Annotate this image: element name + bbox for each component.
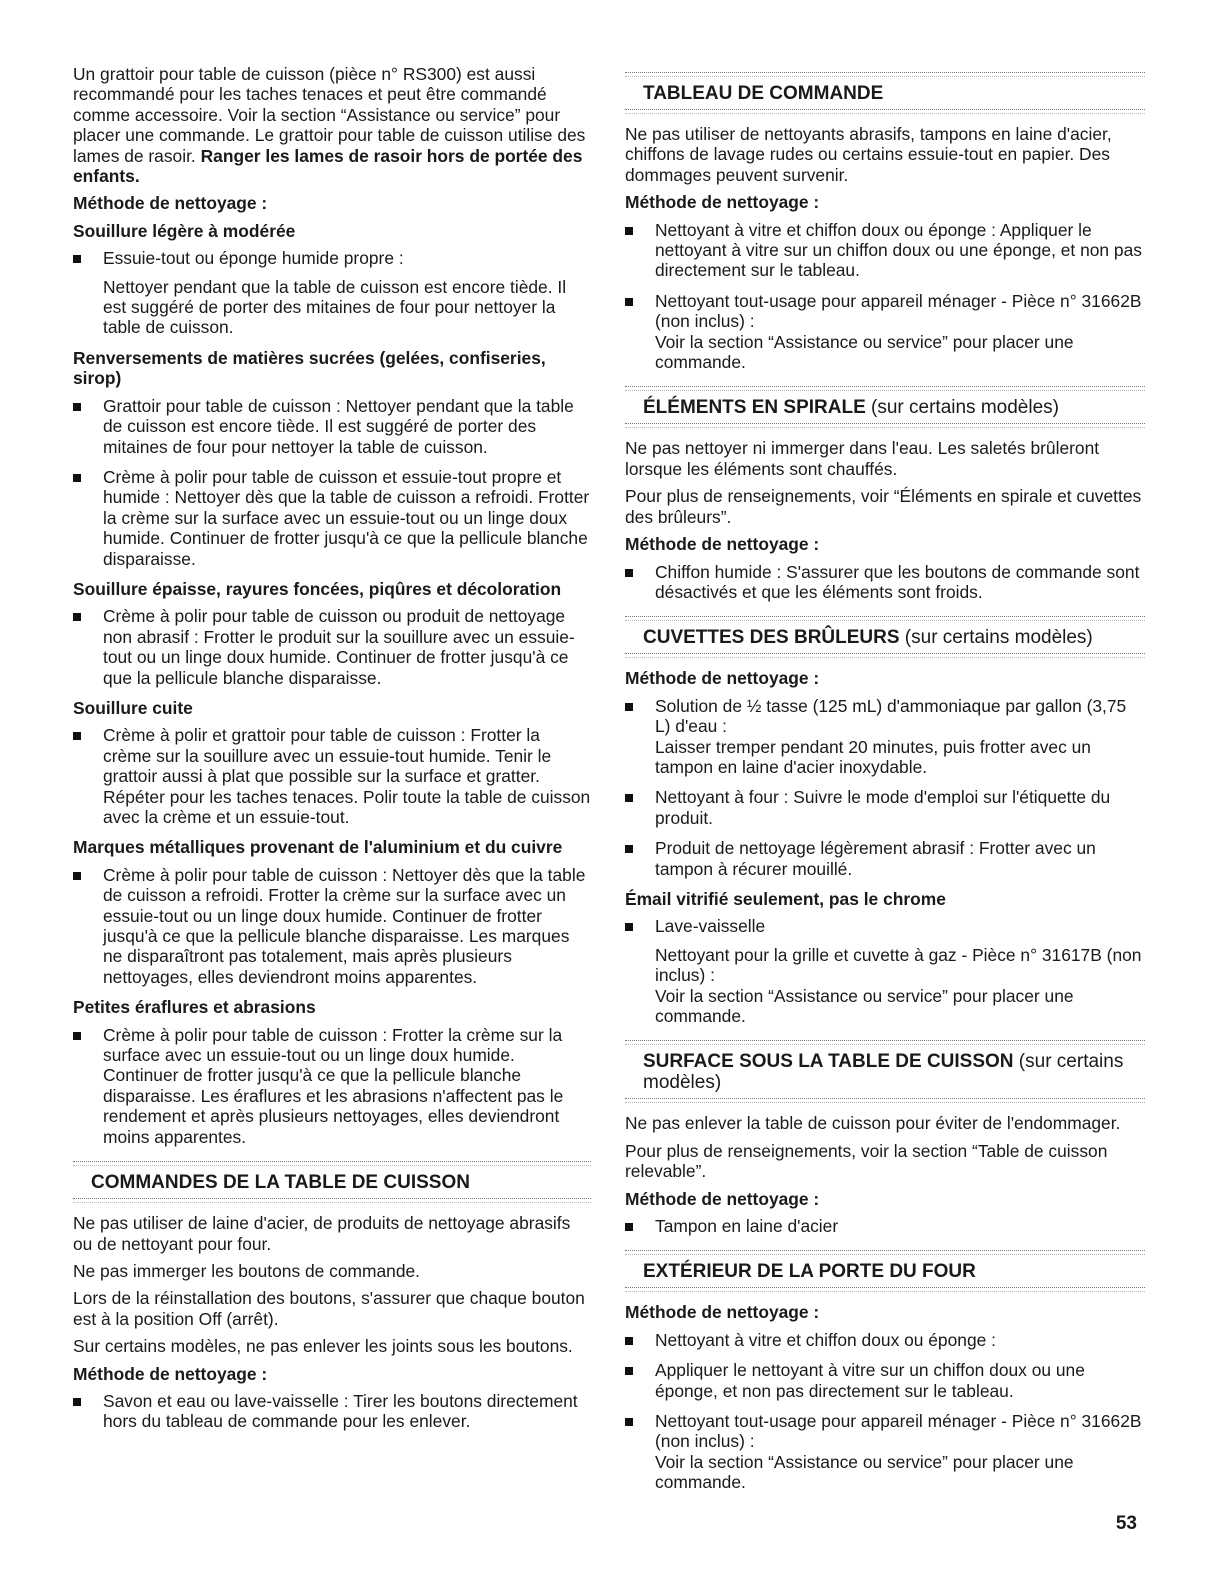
bullet-item <box>73 1025 591 1147</box>
bullet-item <box>625 696 1145 778</box>
bullet-item <box>625 1411 1145 1493</box>
bullet-item <box>625 916 1145 936</box>
bullet-item <box>73 1391 591 1432</box>
bullet-text: Nettoyant à vitre et chiffon doux ou éponge : <box>655 1329 996 1350</box>
bullet-icon <box>625 1330 655 1350</box>
bullet-icon <box>625 696 655 778</box>
bullet-text: Appliquer le nettoyant à vitre sur un chiffon doux ou une éponge, et non pas directement sur le tableau. <box>655 1360 1085 1401</box>
bullet-item <box>625 562 1145 603</box>
dotted-rule <box>73 1198 591 1203</box>
bullet-item <box>625 291 1145 373</box>
bullet-text <box>655 696 1145 778</box>
bullet-text: Chiffon humide : S'assurer que les boutons de commande sont désactivés et que les éléments sont froids. <box>655 561 1140 602</box>
intro-paragraph <box>73 64 591 186</box>
paragraph: Ne pas enlever la table de cuisson pour éviter de l'endommager. <box>625 1113 1121 1134</box>
method-heading: Méthode de nettoyage : <box>73 1363 268 1384</box>
paragraph: Sur certains modèles, ne pas enlever les joints sous les boutons. <box>73 1336 573 1357</box>
method-heading: Méthode de nettoyage : <box>625 668 820 689</box>
dotted-rule <box>625 423 1145 428</box>
bullet-text: Crème à polir pour table de cuisson ou produit de nettoyage non abrasif : Frotter le produit sur la souillure avec un essuie-tout ou un linge doux humide. Continuer de frotter jusqu'à ce que la pellicule blanche disparaisse. <box>103 606 575 688</box>
subheading-heavy-soil: Souillure épaisse, rayures foncées, piqûres et décoloration <box>73 578 562 599</box>
bullet-item <box>625 1216 1145 1236</box>
bullet-text: Produit de nettoyage légèrement abrasif : Frotter avec un tampon à récurer mouillé. <box>655 838 1096 879</box>
paragraph: Lors de la réinstallation des boutons, s'assurer que chaque bouton est à la position Off (arrêt). <box>73 1288 585 1329</box>
bullet-text: Crème à polir pour table de cuisson et essuie-tout propre et humide : Nettoyer dès que la table de cuisson a refroidi. Frotter la crème sur la surface avec un essuie-tout ou un linge doux humide. Continuer de frotter jusqu'à ce que la pellicule blanche disparaisse. <box>103 466 590 569</box>
subheading-baked-soil: Souillure cuite <box>73 697 193 718</box>
bullet-line: Voir la section “Assistance ou service” pour placer une commande. <box>655 331 1074 373</box>
paragraph: Pour plus de renseignements, voir “Éléments en spirale et cuvettes des brûleurs”. <box>625 486 1142 527</box>
indented-paragraph: Nettoyer pendant que la table de cuisson est encore tiède. Il est suggéré de porter des mitaines de four pour nettoyer la table de cuisson. <box>103 276 567 338</box>
subheading-metal-marks: Marques métalliques provenant de l'aluminium et du cuivre <box>73 837 563 858</box>
bullet-item <box>625 787 1145 828</box>
dotted-rule <box>625 1098 1145 1103</box>
bullet-item <box>73 467 591 569</box>
bullet-icon <box>73 248 103 268</box>
bullet-item <box>625 220 1145 281</box>
section-title <box>625 621 1145 653</box>
paragraph: Ne pas nettoyer ni immerger dans l'eau. Les saletés brûleront lorsque les éléments sont chauffés. <box>625 438 1100 479</box>
bullet-icon <box>73 865 103 987</box>
bullet-text: Nettoyant à vitre et chiffon doux ou éponge : Appliquer le nettoyant à vitre sur un chiffon doux ou une éponge, et non pas directement sur le tableau. <box>655 219 1142 281</box>
section-header-cooktop-controls <box>73 1161 591 1203</box>
section-header-control-panel <box>625 72 1145 114</box>
subheading-enamel-only: Émail vitrifié seulement, pas le chrome <box>625 888 946 909</box>
bullet-item <box>73 248 591 268</box>
bullet-text <box>655 291 1145 373</box>
section-header-coil-elements <box>625 386 1145 428</box>
bullet-icon <box>625 291 655 373</box>
dotted-rule <box>625 1287 1145 1292</box>
bullet-line: Voir la section “Assistance ou service” pour placer une commande. <box>655 1451 1074 1493</box>
bullet-item <box>73 725 591 827</box>
bullet-item <box>625 1360 1145 1401</box>
section-title <box>625 391 1145 423</box>
bullet-item <box>73 606 591 688</box>
subheading-scratches: Petites éraflures et abrasions <box>73 997 316 1018</box>
subheading-light-soil: Souillure légère à modérée <box>73 220 296 241</box>
bullet-text: Tampon en laine d'acier <box>655 1216 839 1237</box>
bullet-icon <box>625 787 655 828</box>
section-title-text: CUVETTES DES BRÛLEURS <box>643 627 900 649</box>
bullet-text: Savon et eau ou lave-vaisselle : Tirer les boutons directement hors du tableau de commande pour les enlever. <box>103 1390 578 1432</box>
section-title: COMMANDES DE LA TABLE DE CUISSON <box>91 1172 470 1194</box>
bullet-text: Grattoir pour table de cuisson : Nettoyer pendant que la table de cuisson est encore tiède. Il est suggéré de porter des mitaines de four pour nettoyer la table de cuisson. <box>103 395 574 457</box>
bullet-text: Crème à polir pour table de cuisson : Frotter la crème sur la surface avec un essuie-tout ou un linge doux humide. Continuer de frotter jusqu'à ce que la pellicule blanche disparaisse. Les éraflures et les abrasions n'affectent pas le rendement et après plusieurs nettoyages, elles deviendront moins apparentes. <box>103 1024 564 1147</box>
bullet-icon <box>73 606 103 688</box>
subheading-sugar-spills: Renversements de matières sucrées (gelées, confiseries, sirop) <box>73 347 546 389</box>
section-title-text: SURFACE SOUS LA TABLE DE CUISSON <box>643 1051 1014 1073</box>
method-heading: Méthode de nettoyage : <box>625 1302 820 1323</box>
bullet-item <box>625 1330 1145 1350</box>
bullet-line: Nettoyant tout-usage pour appareil ménager - Pièce n° 31662B (non inclus) : <box>655 1411 1142 1452</box>
method-heading: Méthode de nettoyage : <box>625 192 820 213</box>
dotted-rule <box>625 653 1145 658</box>
section-title-text: ÉLÉMENTS EN SPIRALE <box>643 397 866 419</box>
left-column <box>73 64 591 1442</box>
section-title: TABLEAU DE COMMANDE <box>643 83 884 104</box>
bullet-line: Nettoyant tout-usage pour appareil ménager - Pièce n° 31662B (non inclus) : <box>655 290 1142 332</box>
bullet-item <box>625 838 1145 879</box>
bullet-icon <box>625 1216 655 1236</box>
section-title-note: (sur certains modèles) <box>643 1051 1124 1094</box>
paragraph: Ne pas utiliser de laine d'acier, de produits de nettoyage abrasifs ou de nettoyant pour four. <box>73 1213 571 1254</box>
paragraph: Ne pas immerger les boutons de commande. <box>73 1260 421 1281</box>
bullet-icon <box>625 1411 655 1493</box>
right-column <box>625 64 1145 1503</box>
indented-line: Voir la section “Assistance ou service” pour placer une commande. <box>655 985 1074 1026</box>
intro-text: Un grattoir pour table de cuisson (pièce n° RS300) est aussi recommandé pour les taches tenaces et peut être commandé comme accessoire. Voir la section “Assistance ou service” pour placer une commande. Le grattoir pour table de cuisson utilise des lames de rasoir. <box>73 64 586 166</box>
bullet-line: Laisser tremper pendant 20 minutes, puis frotter avec un tampon en laine d'acier inoxydable. <box>655 736 1091 777</box>
bullet-icon <box>625 1360 655 1401</box>
intro-warning: Ranger les lames de rasoir hors de portée des enfants. <box>73 145 583 187</box>
indented-paragraph <box>655 945 1145 1027</box>
method-heading: Méthode de nettoyage : <box>625 534 820 555</box>
bullet-icon <box>625 562 655 603</box>
bullet-icon <box>625 220 655 281</box>
bullet-icon <box>625 916 655 936</box>
bullet-text: Nettoyant à four : Suivre le mode d'emploi sur l'étiquette du produit. <box>655 787 1111 828</box>
bullet-text <box>655 1411 1145 1493</box>
method-heading: Méthode de nettoyage : <box>625 1188 820 1209</box>
method-heading: Méthode de nettoyage : <box>73 193 268 214</box>
section-header-burner-bowls <box>625 616 1145 658</box>
bullet-line: Solution de ½ tasse (125 mL) d'ammoniaque par gallon (3,75 L) d'eau : <box>655 695 1127 737</box>
bullet-text: Essuie-tout ou éponge humide propre : <box>103 248 404 269</box>
bullet-icon <box>73 396 103 457</box>
indented-line: Nettoyant pour la grille et cuvette à gaz - Pièce n° 31617B (non inclus) : <box>655 944 1142 986</box>
section-title <box>625 1045 1145 1098</box>
dotted-rule <box>625 109 1145 114</box>
bullet-text: Crème à polir pour table de cuisson : Nettoyer dès que la table de cuisson a refroidi. Frotter la crème sur la surface avec un essuie-tout ou un linge doux humide. Continuer de frotter jusqu'à ce que la pellicule blanche disparaisse. Les marques ne disparaîtront pas totalement, mais après plusieurs nettoyages, elles deviendront moins apparentes. <box>103 864 586 987</box>
paragraph: Ne pas utiliser de nettoyants abrasifs, tampons en laine d'acier, chiffons de lavage rudes ou certains essuie-tout en papier. Des dommages peuvent survenir. <box>625 124 1112 185</box>
section-title: EXTÉRIEUR DE LA PORTE DU FOUR <box>643 1261 976 1283</box>
page-number: 53 <box>1115 1513 1137 1534</box>
bullet-text: Crème à polir et grattoir pour table de cuisson : Frotter la crème sur la souillure avec un essuie-tout humide. Tenir le grattoir aussi à plat que possible sur la surface et gratter. Répéter pour les taches tenaces. Polir toute la table de cuisson avec la crème et un essuie-tout. <box>103 725 591 827</box>
bullet-item <box>73 396 591 457</box>
paragraph: Pour plus de renseignements, voir la section “Table de cuisson relevable”. <box>625 1140 1108 1182</box>
bullet-text: Lave-vaisselle <box>655 916 766 937</box>
bullet-icon <box>73 1025 103 1147</box>
section-header-oven-door <box>625 1250 1145 1292</box>
section-header-under-cooktop <box>625 1040 1145 1103</box>
section-title-note: (sur certains modèles) <box>865 397 1059 419</box>
bullet-item <box>73 865 591 987</box>
bullet-icon <box>73 467 103 569</box>
section-title-note: (sur certains modèles) <box>899 627 1093 649</box>
bullet-icon <box>73 1391 103 1432</box>
bullet-icon <box>73 725 103 827</box>
bullet-icon <box>625 838 655 879</box>
